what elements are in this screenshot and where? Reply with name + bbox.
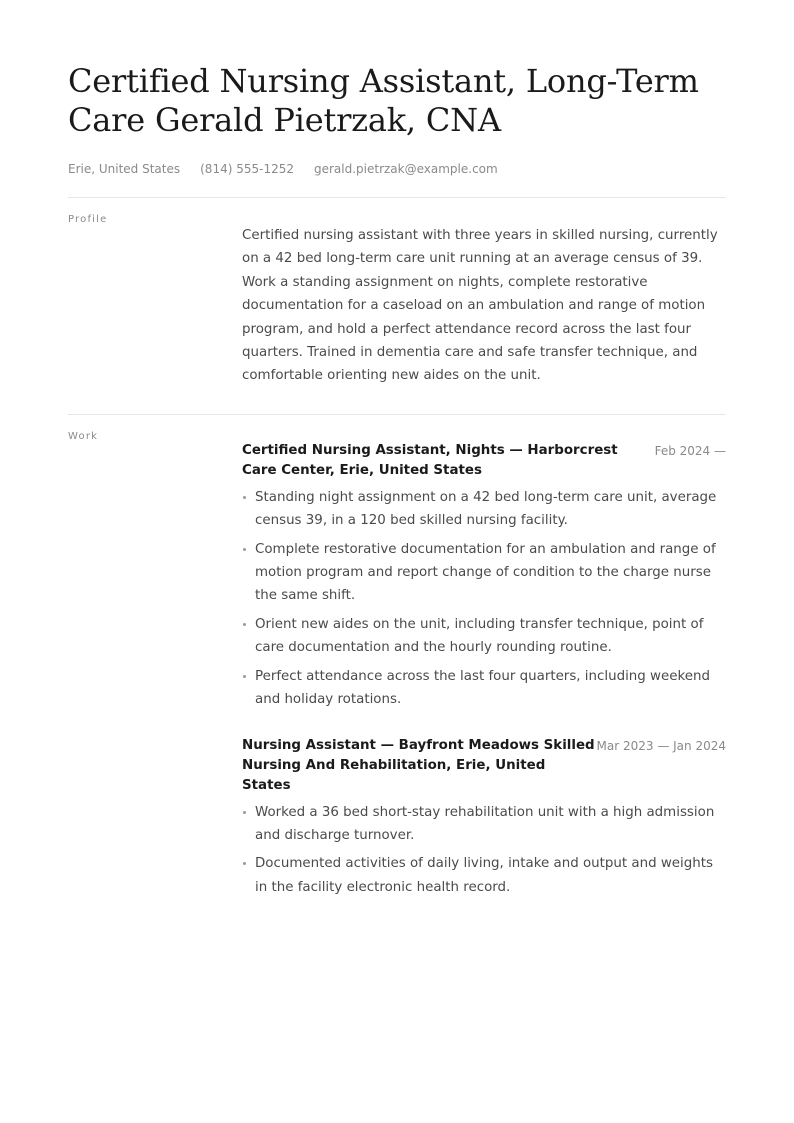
work-section-body (242, 430, 726, 904)
job-bullet-list (242, 801, 726, 900)
location-text: Erie, United States (68, 162, 181, 176)
job-dates: Feb 2024 — (654, 443, 726, 458)
job-bullet: Perfect attendance across the last four quarters, including weekend and holiday rotations. (242, 665, 726, 712)
job-bullet: Complete restorative documentation for an ambulation and range of motion program and report change of condition to the charge nurse the same shift. (242, 538, 726, 608)
contact-line (68, 161, 726, 177)
phone-text: (814) 555-1252 (200, 162, 294, 176)
profile-section-body (242, 213, 726, 388)
job-bullet-list (242, 486, 726, 712)
job-dates: Mar 2023 — Jan 2024 (596, 738, 726, 753)
resume-page (68, 62, 726, 904)
job-entry (242, 736, 726, 900)
job-entry (242, 441, 726, 712)
job-title: Nursing Assistant — Bayfront Meadows Skilled Nursing And Rehabilitation, Erie, United States (242, 737, 595, 793)
job-bullet: Documented activities of daily living, intake and output and weights in the facility electronic health record. (242, 852, 726, 899)
work-section-label: Work (68, 430, 99, 442)
resume-title: Certified Nursing Assistant, Long-Term Care Gerald Pietrzak, CNA (68, 62, 699, 139)
job-header (242, 441, 726, 481)
profile-section (68, 197, 726, 414)
work-section (68, 414, 726, 904)
job-title: Certified Nursing Assistant, Nights — Harborcrest Care Center, Erie, United States (242, 442, 618, 478)
profile-section-label: Profile (68, 214, 108, 225)
job-bullet: Worked a 36 bed short-stay rehabilitation unit with a high admission and discharge turnover. (242, 801, 726, 848)
job-header (242, 736, 726, 796)
profile-summary: Certified nursing assistant with three years in skilled nursing, currently on a 42 bed long-term care unit running at an average census of 39. Work a standing assignment on nights, complete restorative documentation for a caseload on an ambulation and range of motion program, and hold a perfect attendance record across the last four quarters. Trained in dementia care and safe transfer technique, and comfortable orienting new aides on the unit. (242, 228, 718, 384)
email-link[interactable]: gerald.pietrzak@example.com (313, 162, 498, 176)
job-bullet: Standing night assignment on a 42 bed long-term care unit, average census 39, in a 120 bed skilled nursing facility. (242, 486, 726, 533)
job-bullet: Orient new aides on the unit, including transfer technique, point of care documentation and the hourly rounding routine. (242, 613, 726, 660)
